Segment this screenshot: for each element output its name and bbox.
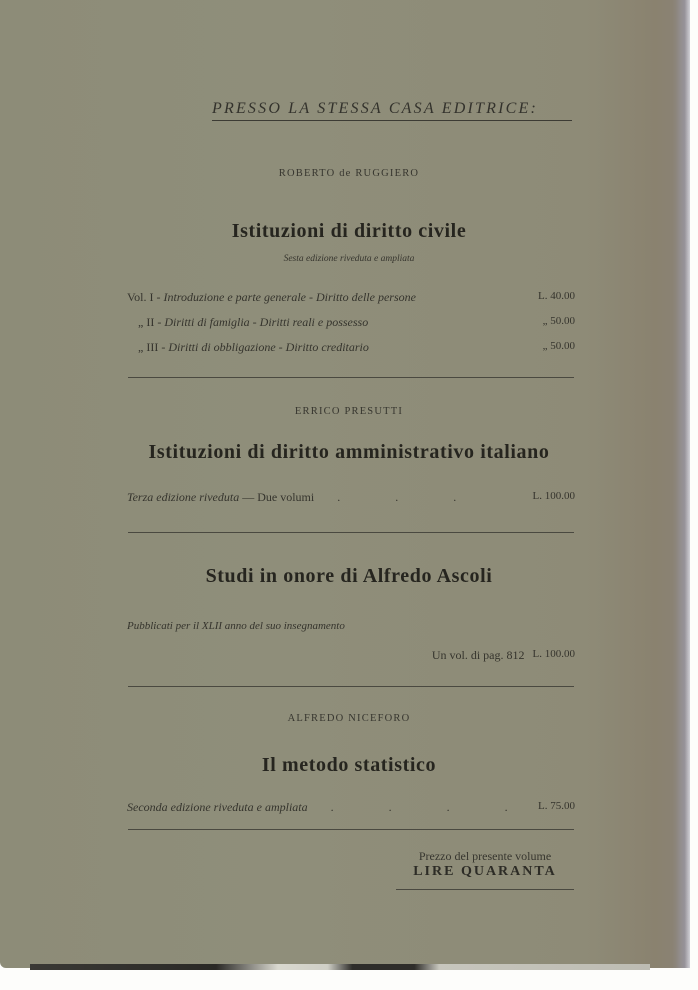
book-subtitle: Pubblicati per il XLII anno del suo insegnamento	[127, 620, 345, 632]
volume-desc: Diritti di famiglia - Diritti reali e possesso	[164, 315, 369, 329]
volume-label: „ II -	[138, 315, 162, 329]
price-note	[396, 849, 574, 880]
price-note-divider	[396, 889, 574, 890]
book-price: L. 75.00	[538, 800, 575, 812]
edition-text: Terza edizione riveduta	[127, 490, 240, 504]
volume-price: „ 50.00	[542, 340, 575, 352]
edition-text: Seconda edizione riveduta e ampliata	[127, 800, 308, 814]
book-author: ROBERTO de RUGGIERO	[278, 168, 420, 179]
volumes-count: — Due volumi	[242, 490, 315, 504]
subtitle-row	[127, 620, 575, 632]
volume-price: L. 40.00	[538, 290, 575, 302]
edition-row	[127, 490, 575, 505]
book-title: Istituzioni di diritto civile	[231, 220, 467, 242]
section-divider	[128, 686, 574, 687]
volume-desc: Diritti di obbligazione - Diritto creditario	[168, 340, 369, 354]
book-subtitle: Sesta edizione riveduta e ampliata	[283, 254, 415, 264]
volume-row	[138, 315, 575, 330]
publisher-header: PRESSO LA STESSA CASA EDITRICE:	[212, 100, 572, 121]
section-divider	[128, 532, 574, 533]
price-note-label: Prezzo del presente volume	[418, 849, 552, 863]
edition-row	[127, 800, 575, 815]
book-author: ERRICO PRESUTTI	[294, 406, 404, 417]
price-note-value: LIRE QUARANTA	[413, 864, 557, 879]
leader-dots: . . . .	[330, 800, 534, 814]
section-divider	[128, 377, 574, 378]
book-title: Il metodo statistico	[261, 754, 437, 776]
leader-dots: . . .	[337, 490, 483, 504]
details-row	[127, 648, 575, 663]
volume-row	[138, 340, 575, 355]
volume-desc: Introduzione e parte generale - Diritto delle persone	[163, 290, 416, 304]
volume-label: „ III -	[138, 340, 166, 354]
book-author: ALFREDO NICEFORO	[287, 713, 411, 724]
page-count: Un vol. di pag. 812	[431, 648, 525, 662]
volume-label: Vol. I -	[127, 290, 161, 304]
volume-price: „ 50.00	[542, 315, 575, 327]
volume-row	[127, 290, 575, 305]
book-title: Studi in onore di Alfredo Ascoli	[205, 565, 493, 587]
book-price: L. 100.00	[532, 490, 575, 502]
book-price: L. 100.00	[532, 648, 575, 660]
cover-bottom-edge	[30, 964, 650, 970]
book-title: Istituzioni di diritto amministrativo italiano	[148, 441, 550, 463]
section-divider	[128, 829, 574, 830]
